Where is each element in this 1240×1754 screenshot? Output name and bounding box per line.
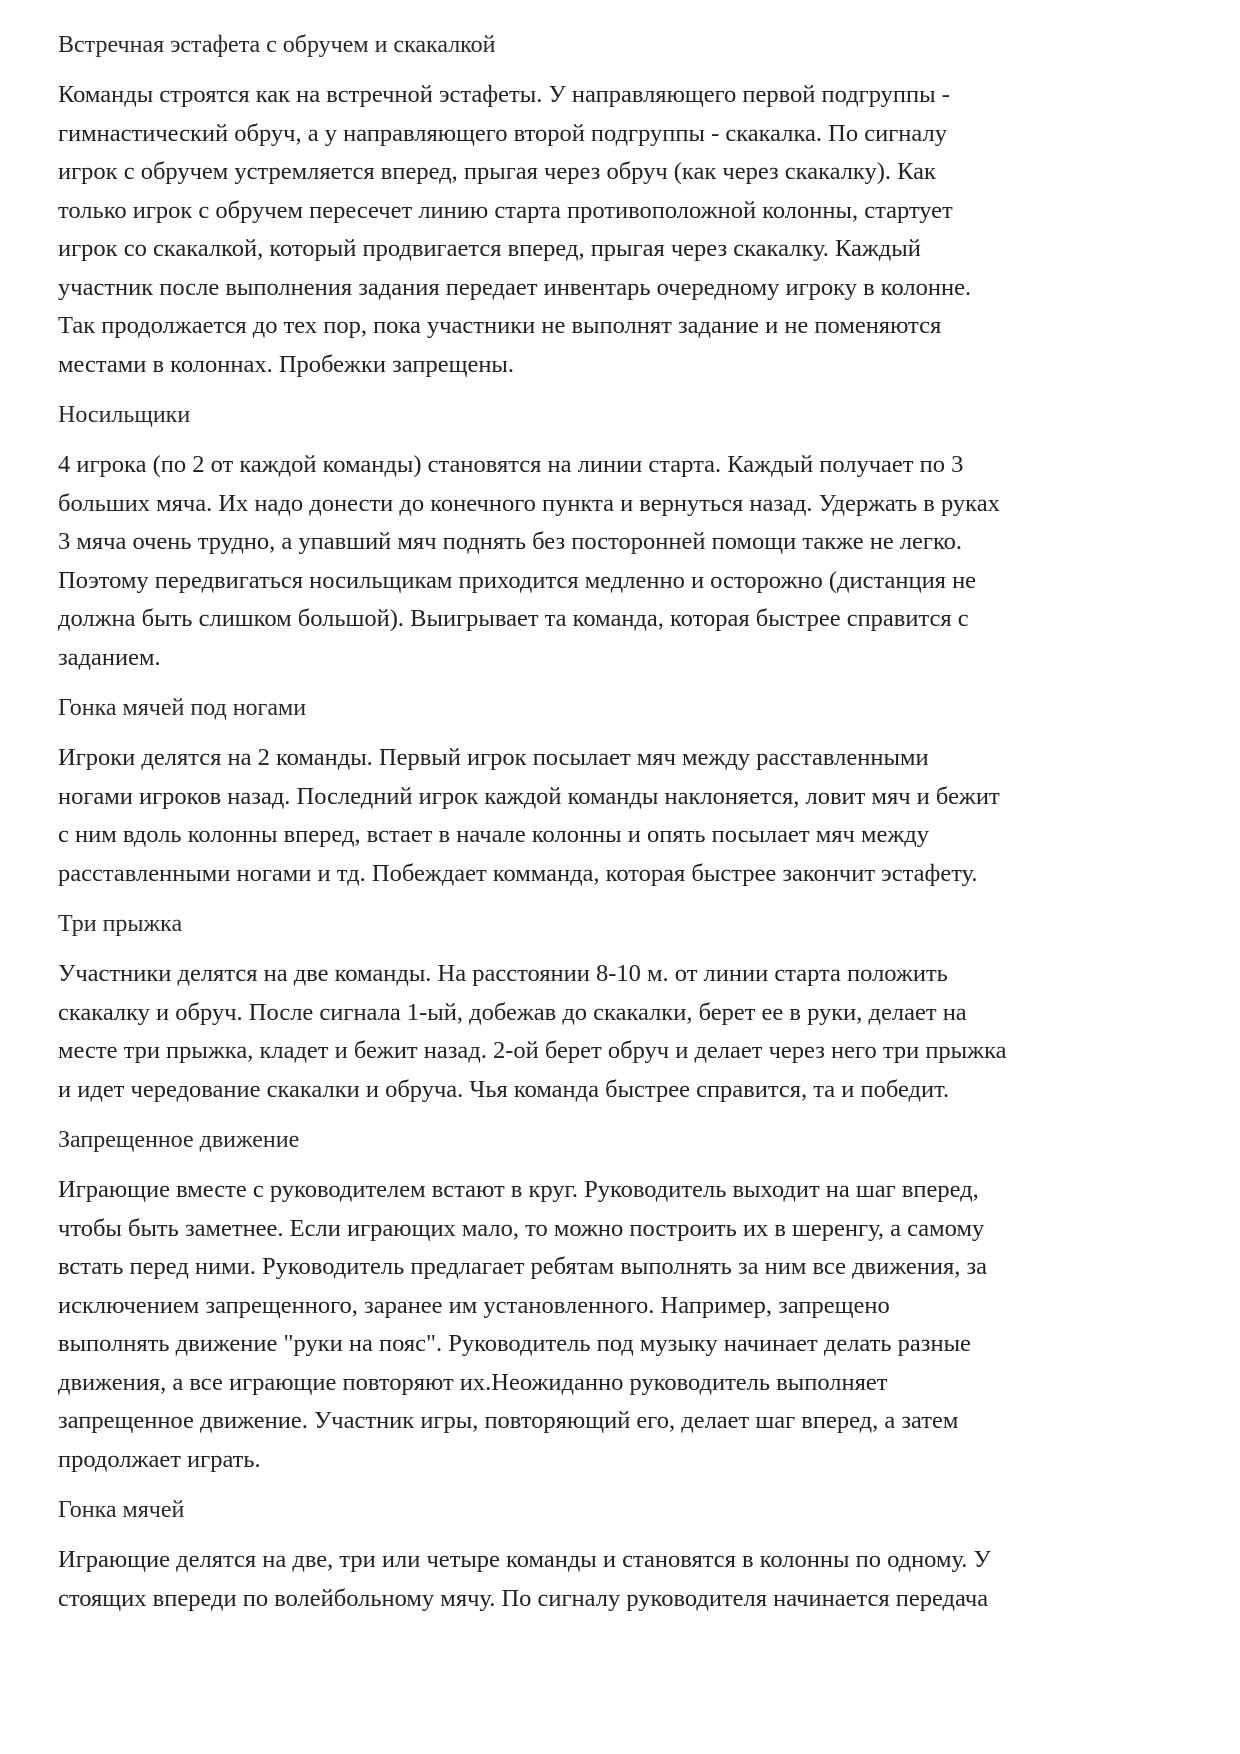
section-heading: Гонка мячей	[58, 1497, 185, 1523]
text-column	[58, 26, 1198, 1630]
section-heading: Гонка мячей под ногами	[58, 695, 307, 721]
section-three-jumps	[58, 905, 1198, 1109]
section-paragraph: Участники делятся на две команды. На расстоянии 8-10 м. от линии старта положить скакалку и обруч. После сигнала 1-ый, добежав до скакалки, берет ее в руки, делает на месте три прыжка, кладет и бежит назад. 2-ой берет обруч и делает через него три прыжка и идет чередование скакалки и обруча. Чья команда быстрее справится, та и победит.	[58, 960, 1007, 1103]
section-heading: Встречная эстафета с обручем и скакалкой	[58, 32, 496, 58]
section-heading: Носильщики	[58, 402, 191, 428]
section-paragraph: Игроки делятся на 2 команды. Первый игрок посылает мяч между расставленными ногами игроков назад. Последний игрок каждой команды наклоняется, ловит мяч и бежит с ним вдоль колонны вперед, встает в начале колонны и опять посылает мяч между расставленными ногами и тд. Побеждает комманда, которая быстрее закончит эстафету.	[58, 744, 1000, 887]
section-heading: Запрещенное движение	[58, 1127, 300, 1153]
section-forbidden-move	[58, 1121, 1198, 1479]
section-carriers	[58, 396, 1198, 677]
section-paragraph: Играющие делятся на две, три или четыре команды и становятся в колонны по одному. У стоящих впереди по волейбольному мячу. По сигналу руководителя начинается передача	[58, 1546, 991, 1612]
section-ball-race-under-legs	[58, 689, 1198, 893]
section-paragraph: Играющие вместе с руководителем встают в круг. Руководитель выходит на шаг вперед, чтобы быть заметнее. Если играющих мало, то можно построить их в шеренгу, а самому встать перед ними. Руководитель предлагает ребятам выполнять за ним все движения, за исключением запрещенного, заранее им установленного. Например, запрещено выполнять движение "руки на пояс". Руководитель под музыку начинает делать разные движения, а все играющие повторяют их.Неожиданно руководитель выполняет запрещенное движение. Участник игры, повторяющий его, делает шаг вперед, а затем продолжает играть.	[58, 1176, 988, 1473]
section-ball-race	[58, 1491, 1198, 1618]
section-paragraph: Команды строятся как на встречной эстафеты. У направляющего первой подгруппы - гимнастический обруч, а у направляющего второй подгруппы - скакалка. По сигналу игрок с обручем устремляется вперед, прыгая через обруч (как через скакалку). Как только игрок с обручем пересечет линию старта противоположной колонны, стартует игрок со скакалкой, который продвигается вперед, прыгая через скакалку. Каждый участник после выполнения задания передает инвентарь очередному игроку в колонне. Так продолжается до тех пор, пока участники не выполнят задание и не поменяются местами в колоннах. Пробежки запрещены.	[58, 81, 972, 378]
section-relay-hoop-rope	[58, 26, 1198, 384]
section-paragraph: 4 игрока (по 2 от каждой команды) становятся на линии старта. Каждый получает по 3 больших мяча. Их надо донести до конечного пункта и вернуться назад. Удержать в руках 3 мяча очень трудно, а упавший мяч поднять без посторонней помощи также не легко. Поэтому передвигаться носильщикам приходится медленно и осторожно (дистанция не должна быть слишком большой). Выигрывает та команда, которая быстрее справится с заданием.	[58, 451, 1000, 671]
section-heading: Три прыжка	[58, 911, 183, 937]
